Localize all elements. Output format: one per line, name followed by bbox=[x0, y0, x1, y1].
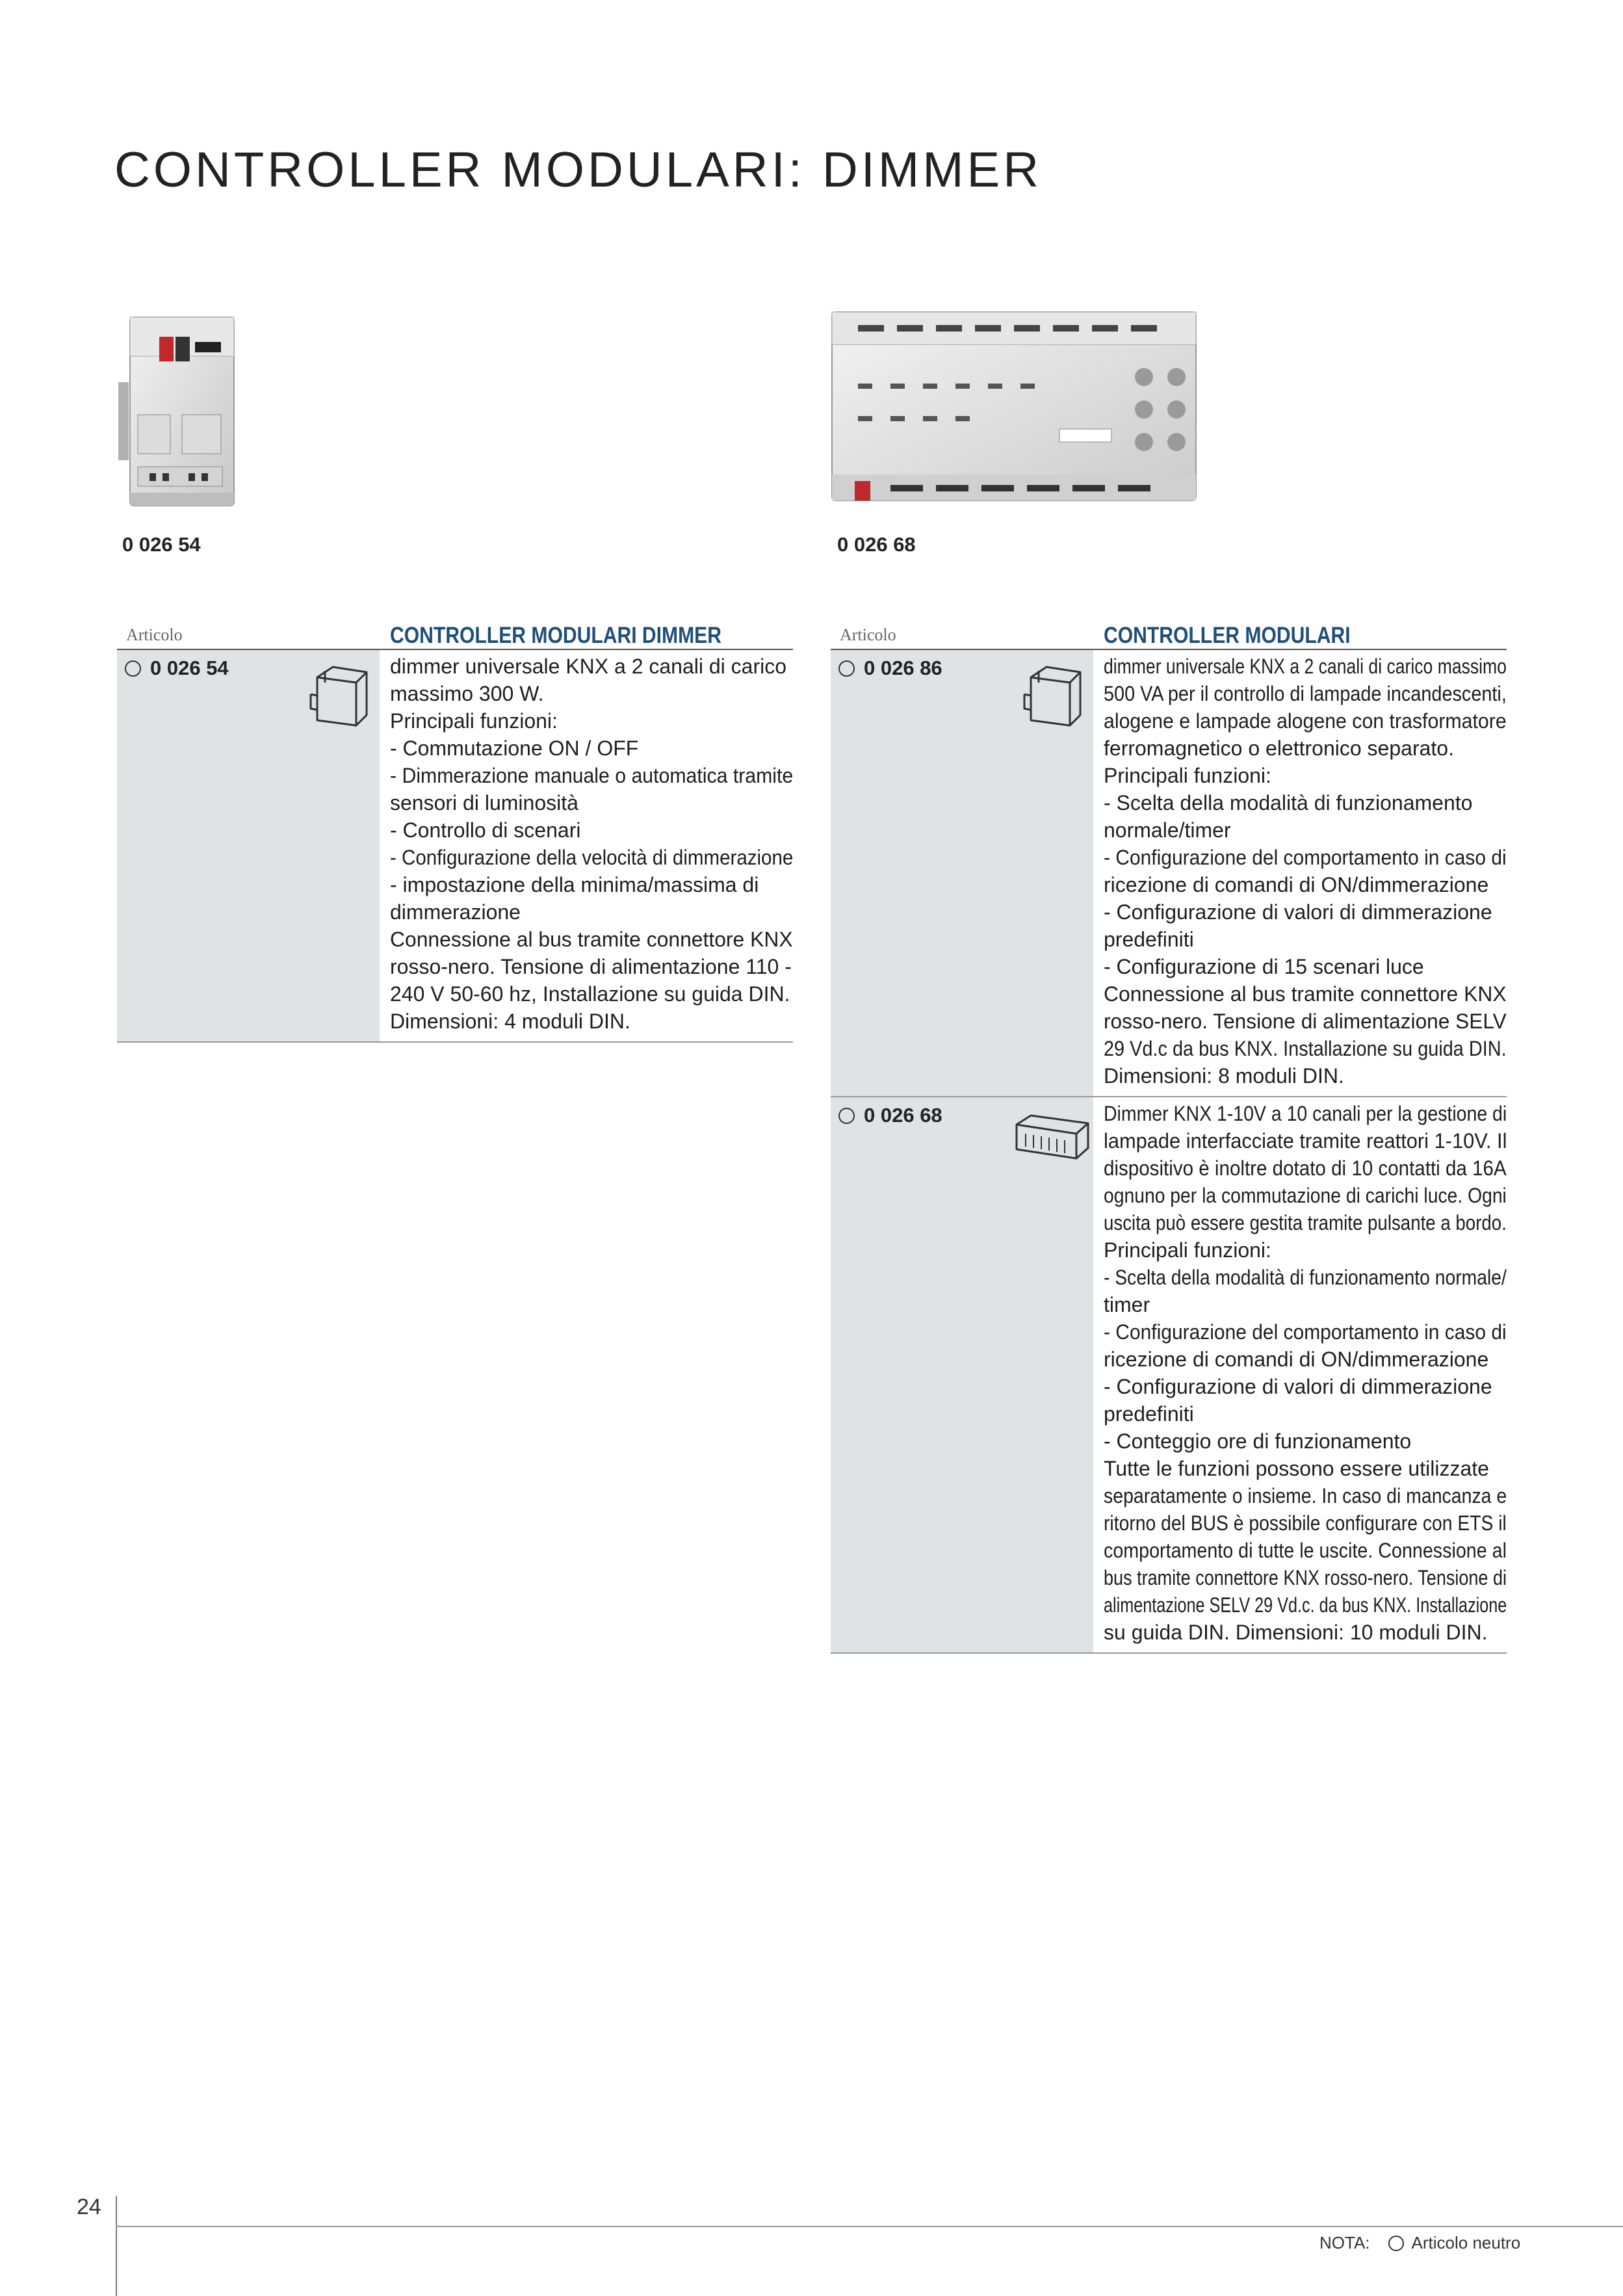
table-header bbox=[117, 623, 793, 650]
description-line: - Scelta della modalità di funzionamento bbox=[1104, 791, 1473, 815]
din-module-10-icon bbox=[1013, 1110, 1091, 1162]
article-code bbox=[838, 657, 942, 680]
description-line: comportamento di tutte le uscite. Connessione al bbox=[1104, 1539, 1507, 1562]
neutral-article-icon bbox=[838, 1108, 855, 1124]
article-code-text: 0 026 54 bbox=[150, 657, 229, 679]
footer-note bbox=[1319, 2233, 1520, 2253]
article-cell bbox=[831, 650, 1093, 1096]
product-table-right bbox=[831, 623, 1507, 1654]
product-photo-002668 bbox=[825, 306, 1215, 514]
description-line: - Configurazione di 15 scenari luce bbox=[1104, 955, 1424, 978]
description-line: ricezione di comandi di ON/dimmerazione bbox=[1104, 873, 1489, 896]
description-line: - impostazione della minima/massima di bbox=[390, 873, 759, 896]
article-cell bbox=[117, 650, 380, 1041]
din-module-4-icon bbox=[305, 658, 370, 728]
din-module-8-icon bbox=[1019, 658, 1084, 728]
description-line: su guida DIN. Dimensioni: 10 moduli DIN. bbox=[1104, 1621, 1488, 1644]
description-line: bus tramite connettore KNX rosso-nero. Tensione di bbox=[1104, 1566, 1507, 1589]
column-header-article: Articolo bbox=[840, 625, 896, 644]
description-line: normale/timer bbox=[1104, 818, 1231, 842]
article-cell bbox=[831, 1097, 1093, 1652]
table-heading: CONTROLLER MODULARI bbox=[1104, 623, 1351, 648]
photo-caption: 0 026 54 bbox=[122, 533, 201, 556]
description-line: separatamente o insieme. In caso di mancanza e bbox=[1104, 1484, 1507, 1507]
article-description bbox=[390, 650, 793, 1041]
description-line: dimmer universale KNX a 2 canali di carico bbox=[390, 655, 787, 678]
description-line: Principali funzioni: bbox=[1104, 764, 1271, 787]
description-line: alimentazione SELV 29 Vd.c. da bus KNX. Installazione bbox=[1104, 1593, 1507, 1617]
description-line: 29 Vd.c da bus KNX. Installazione su guida DIN. bbox=[1104, 1037, 1507, 1060]
description-line: rosso-nero. Tensione di alimentazione SELV bbox=[1104, 1010, 1507, 1033]
page-title: CONTROLLER MODULARI: DIMMER bbox=[114, 142, 1043, 198]
description-line: - Scelta della modalità di funzionamento normale/ bbox=[1104, 1266, 1507, 1289]
description-line: ritorno del BUS è possibile configurare con ETS il bbox=[1104, 1511, 1507, 1535]
description-line: ferromagnetico o elettronico separato. bbox=[1104, 737, 1454, 760]
description-line: Connessione al bus tramite connettore KNX bbox=[1104, 982, 1507, 1006]
description-line: predefiniti bbox=[1104, 928, 1194, 951]
neutral-article-icon bbox=[1388, 2236, 1404, 2251]
description-line: - Configurazione della velocità di dimmerazione bbox=[390, 846, 794, 869]
description-line: - Configurazione di valori di dimmerazione bbox=[1104, 1375, 1492, 1398]
description-line: - Configurazione di valori di dimmerazione bbox=[1104, 900, 1492, 924]
description-line: Dimensioni: 8 moduli DIN. bbox=[1104, 1064, 1344, 1088]
description-line: dimmer universale KNX a 2 canali di carico massimo bbox=[1104, 655, 1507, 678]
description-line: lampade interfacciate tramite reattori 1-10V. Il bbox=[1104, 1129, 1507, 1153]
description-line: 240 V 50-60 hz, Installazione su guida DIN. bbox=[390, 982, 790, 1006]
table-row bbox=[831, 1097, 1507, 1654]
description-line: dispositivo è inoltre dotato di 10 contatti da 16A bbox=[1104, 1156, 1507, 1180]
description-line: sensori di luminosità bbox=[390, 791, 578, 815]
page-number: 24 bbox=[77, 2195, 101, 2219]
article-code-text: 0 026 68 bbox=[864, 1104, 942, 1127]
description-line: Principali funzioni: bbox=[1104, 1238, 1271, 1262]
column-header-article: Articolo bbox=[126, 625, 183, 644]
description-line: - Conteggio ore di funzionamento bbox=[1104, 1429, 1412, 1453]
description-line: massimo 300 W. bbox=[390, 682, 544, 705]
description-line: uscita può essere gestita tramite pulsante a bordo. bbox=[1104, 1211, 1507, 1234]
neutral-article-icon bbox=[838, 660, 855, 677]
description-line: - Controllo di scenari bbox=[390, 818, 581, 842]
description-line: predefiniti bbox=[1104, 1402, 1194, 1426]
description-line: dimmerazione bbox=[390, 900, 521, 924]
description-line: - Commutazione ON / OFF bbox=[390, 737, 639, 760]
footer-divider-horizontal bbox=[116, 2226, 1623, 2227]
description-line: - Configurazione del comportamento in caso di bbox=[1104, 846, 1507, 869]
neutral-article-icon bbox=[125, 660, 141, 677]
article-code bbox=[125, 657, 229, 680]
table-header bbox=[831, 623, 1507, 650]
table-row bbox=[831, 650, 1507, 1097]
description-line: Dimmer KNX 1-10V a 10 canali per la gestione di bbox=[1104, 1102, 1507, 1125]
product-photo-002654 bbox=[110, 311, 305, 519]
description-line: 500 VA per il controllo di lampade incandescenti, bbox=[1104, 682, 1507, 705]
product-table-left bbox=[117, 623, 793, 1043]
footer-divider-vertical bbox=[116, 2196, 117, 2296]
article-code bbox=[838, 1104, 942, 1127]
note-text: Articolo neutro bbox=[1411, 2233, 1521, 2252]
description-line: Connessione al bus tramite connettore KNX bbox=[390, 928, 793, 951]
photo-caption: 0 026 68 bbox=[837, 533, 916, 556]
description-line: Principali funzioni: bbox=[390, 709, 558, 733]
description-line: - Dimmerazione manuale o automatica tramite bbox=[390, 764, 794, 787]
description-line: ricezione di comandi di ON/dimmerazione bbox=[1104, 1348, 1489, 1371]
note-label: NOTA: bbox=[1319, 2233, 1370, 2252]
description-line: Dimensioni: 4 moduli DIN. bbox=[390, 1010, 630, 1033]
description-line: Tutte le funzioni possono essere utilizzate bbox=[1104, 1457, 1489, 1480]
table-heading: CONTROLLER MODULARI DIMMER bbox=[390, 623, 721, 648]
description-line: rosso-nero. Tensione di alimentazione 110 - bbox=[390, 955, 792, 978]
description-line: - Configurazione del comportamento in caso di bbox=[1104, 1320, 1507, 1344]
article-description bbox=[1104, 1097, 1507, 1652]
description-line: alogene e lampade alogene con trasformatore bbox=[1104, 709, 1507, 733]
description-line: timer bbox=[1104, 1293, 1150, 1316]
article-code-text: 0 026 86 bbox=[864, 657, 942, 679]
table-row bbox=[117, 650, 793, 1043]
description-line: ognuno per la commutazione di carichi luce. Ogni bbox=[1104, 1184, 1507, 1207]
article-description bbox=[1104, 650, 1507, 1096]
